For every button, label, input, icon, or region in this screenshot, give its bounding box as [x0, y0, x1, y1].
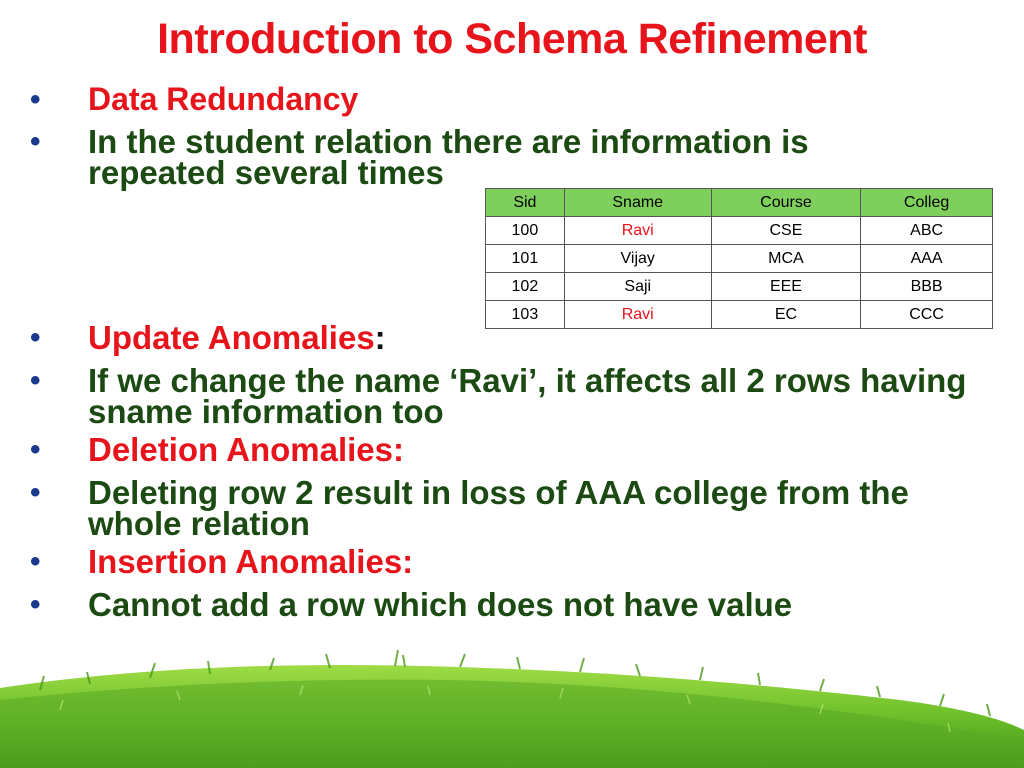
- slide-title: Introduction to Schema Refinement: [157, 15, 867, 63]
- bullet-icon: •: [30, 433, 41, 466]
- column-header: Course: [711, 189, 860, 217]
- table-header-row: [486, 189, 993, 217]
- table-cell-highlighted: Ravi: [564, 301, 711, 329]
- table-cell: 100: [486, 217, 565, 245]
- grass-decoration: [0, 640, 1024, 768]
- bullet-text: Cannot add a row which does not have value: [88, 586, 793, 623]
- bullet-text: [88, 319, 508, 356]
- table-row: [486, 273, 993, 301]
- table-cell: ABC: [861, 217, 993, 245]
- table-cell-highlighted: Ravi: [564, 217, 711, 245]
- bullet-text-main: Update Anomalies: [88, 319, 375, 356]
- table-cell: CCC: [861, 301, 993, 329]
- bullet-icon: •: [30, 476, 41, 509]
- bullet-text: Deleting row 2 result in loss of AAA college from the whole relation: [88, 474, 909, 542]
- table-cell: Saji: [564, 273, 711, 301]
- column-header: Colleg: [861, 189, 993, 217]
- student-relation-table: [485, 188, 993, 329]
- bullet-text: Insertion Anomalies:: [88, 543, 414, 580]
- bullet-icon: •: [30, 83, 41, 116]
- bullet-text: Data Redundancy: [88, 81, 359, 117]
- column-header: Sname: [564, 189, 711, 217]
- table-cell: 103: [486, 301, 565, 329]
- column-header: Sid: [486, 189, 565, 217]
- bullet-icon: •: [30, 321, 41, 354]
- table-cell: 101: [486, 245, 565, 273]
- table-cell: Vijay: [564, 245, 711, 273]
- table-cell: 102: [486, 273, 565, 301]
- table-cell: EC: [711, 301, 860, 329]
- table-cell: CSE: [711, 217, 860, 245]
- bullet-icon: •: [30, 588, 41, 621]
- table-row: [486, 245, 993, 273]
- table-row: [486, 301, 993, 329]
- table-row: [486, 217, 993, 245]
- table-cell: MCA: [711, 245, 860, 273]
- bullet-text: In the student relation there are information is repeated several times: [88, 123, 809, 191]
- bullet-icon: •: [30, 364, 41, 397]
- bullet-text: Deletion Anomalies:: [88, 431, 404, 468]
- bullet-text: If we change the name ‘Ravi’, it affects all 2 rows having sname information too: [88, 362, 967, 430]
- bullet-text-suffix: :: [374, 319, 386, 356]
- table-cell: AAA: [861, 245, 993, 273]
- bullet-icon: •: [30, 545, 41, 578]
- table-cell: EEE: [711, 273, 860, 301]
- table-cell: BBB: [861, 273, 993, 301]
- bullet-icon: •: [30, 125, 41, 158]
